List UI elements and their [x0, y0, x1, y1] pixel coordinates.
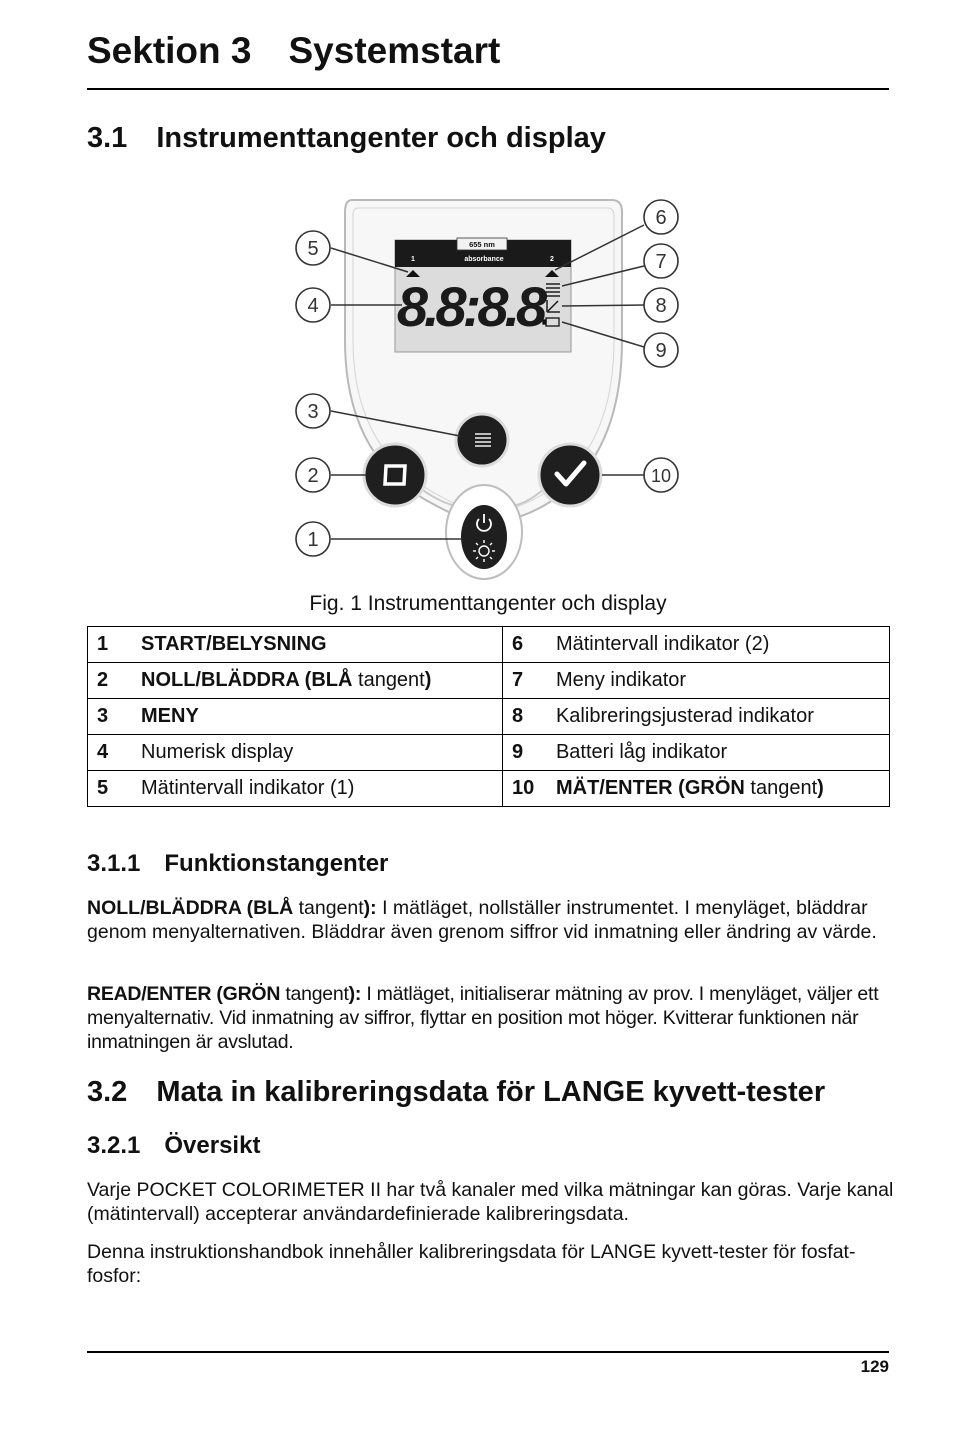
legend-text: Numerisk display	[137, 735, 502, 771]
lcd-wavelength: 655 nm	[469, 240, 495, 249]
legend-num: 9	[502, 735, 552, 771]
callout-label-4: 4	[307, 295, 319, 317]
legend-num: 4	[88, 735, 138, 771]
legend-text: Batteri låg indikator	[552, 735, 890, 771]
legend-num: 10	[502, 771, 552, 807]
legend-table	[87, 626, 890, 807]
table-row	[88, 771, 890, 807]
legend-text: START/BELYSNING	[137, 627, 502, 663]
heading-3-2: 3.2 Mata in kalibreringsdata för LANGE kyvett-tester	[87, 1076, 826, 1108]
page-number: 129	[860, 1357, 889, 1376]
lcd-channel-right: 2	[550, 256, 554, 263]
instrument-figure	[280, 190, 700, 585]
callout-label-3: 3	[307, 401, 319, 423]
lcd-channel-left: 1	[411, 256, 415, 263]
read-enter-button[interactable]	[539, 444, 601, 506]
section-title: Sektion 3 Systemstart	[87, 30, 501, 71]
callout-label-2: 2	[307, 465, 319, 487]
table-row	[88, 735, 890, 771]
legend-text: Mätintervall indikator (2)	[552, 627, 890, 663]
callout-label-7: 7	[655, 251, 667, 273]
header-rule	[87, 88, 889, 90]
heading-3-2-1: 3.2.1 Översikt	[87, 1132, 261, 1159]
legend-text: Mätintervall indikator (1)	[137, 771, 502, 807]
paragraph-read-enter: READ/ENTER (GRÖN tangent): I mätläget, initialiserar mätning av prov. I menyläget, väljer ett menyalternativ. Vid inmatning av siffror, flyttar en position mot höger. Kvitterar funktionen när inmatningen är avslutad.	[87, 983, 879, 1053]
lcd-numeric-digits: 8.8:8.8	[396, 275, 544, 338]
legend-num: 3	[88, 699, 138, 735]
table-row	[88, 663, 890, 699]
heading-3-1: 3.1 Instrumenttangenter och display	[87, 122, 606, 154]
footer-rule	[87, 1351, 889, 1353]
paragraph-overview-2: Denna instruktionshandbok innehåller kalibreringsdata för LANGE kyvett-tester för fosfat-fosfor:	[87, 1241, 856, 1287]
legend-text: MÄT/ENTER (GRÖN tangent)	[552, 771, 890, 807]
callout-label-1: 1	[307, 529, 319, 551]
callout-label-10: 10	[650, 466, 672, 486]
menu-button[interactable]	[456, 414, 508, 466]
callout-label-6: 6	[655, 207, 667, 229]
zero-scroll-button[interactable]	[364, 444, 426, 506]
legend-text: MENY	[137, 699, 502, 735]
legend-num: 2	[88, 663, 138, 699]
table-row	[88, 627, 890, 663]
legend-num: 1	[88, 627, 138, 663]
heading-3-1-1: 3.1.1 Funktionstangenter	[87, 850, 389, 877]
legend-text: Kalibreringsjusterad indikator	[552, 699, 890, 735]
legend-num: 8	[502, 699, 552, 735]
table-row	[88, 699, 890, 735]
lcd-mode: absorbance	[464, 256, 504, 263]
legend-text: Meny indikator	[552, 663, 890, 699]
callout-label-9: 9	[655, 340, 667, 362]
legend-num: 6	[502, 627, 552, 663]
legend-num: 7	[502, 663, 552, 699]
paragraph-zero-scroll: NOLL/BLÄDDRA (BLÅ tangent): I mätläget, nollställer instrumentet. I menyläget, bläddrar genom menyalternativen. Bläddrar även grenom siffror vid inmatning eller ändring av värde.	[87, 897, 877, 943]
legend-text: NOLL/BLÄDDRA (BLÅ tangent)	[137, 663, 502, 699]
figure-caption: Fig. 1 Instrumenttangenter och display	[309, 592, 667, 615]
callout-label-5: 5	[307, 238, 319, 260]
paragraph-overview-1: Varje POCKET COLORIMETER II har två kanaler med vilka mätningar kan göras. Varje kanal (mätintervall) accepterar användardefinierade kalibreringsdata.	[87, 1179, 894, 1225]
legend-num: 5	[88, 771, 138, 807]
callout-label-8: 8	[655, 295, 667, 317]
